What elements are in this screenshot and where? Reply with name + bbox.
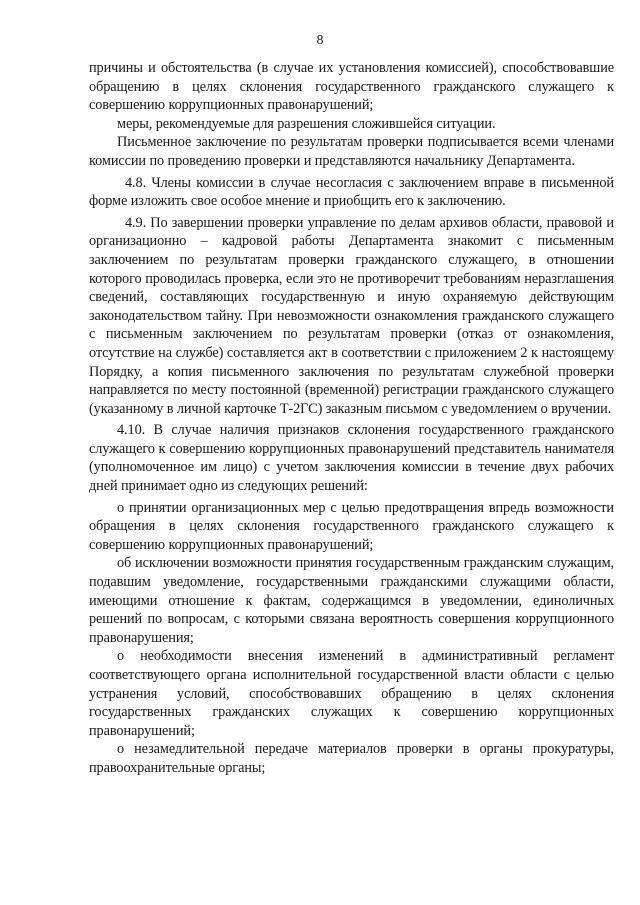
paragraph-4-8: 4.8. Члены комиссии в случае несогласия с заключением вправе в письменной форме изложить свое особое мнение и приобщить его к заключению. [89, 174, 614, 210]
list-item-transfer-to-prosecution: о незамедлительной передаче материалов проверки в органы прокуратуры, правоохранительные органы; [89, 741, 614, 776]
paragraph-4-9: 4.9. По завершении проверки управление по делам архивов области, правовой и организационно – кадровой работы Департамента знакомит с письменным заключением по результатам проверки гражданского служащего, в отношении которого проводилась проверка, если это не противоречит требованиям неразглашения сведений, составляющих государственную и иную охраняемую действующим законодательством тайну. При невозможности ознакомления гражданского служащего с письменным заключением по результатам проверки (отказ от ознакомления, отсутствие на службе) составляется акт в соответствии с приложением 2 к настоящему Порядку, а копия письменного заключения по результатам служебной проверки направляется по месту постоянной (временной) регистрации гражданского служащего (указанному в личной карточке Т-2ГС) заказным письмом с уведомлением о вручении. [89, 214, 614, 417]
paragraph-4-10: 4.10. В случае наличия признаков склонения государственного гражданского служащего к совершению коррупционных правонарушений представитель нанимателя (уполномоченное им лицо) с учетом заключения комиссии в течение двух рабочих дней принимает одно из следующих решений: [89, 422, 614, 495]
list-item-regulation-changes: о необходимости внесения изменений в административный регламент соответствующего органа исполнительной государственной власти области с целью устранения условий, способствовавших обращению в целях склонения государственных гражданских служащих к совершению коррупционных правонарушений; [89, 648, 614, 739]
list-item-exclusion-of-decisions: об исключении возможности принятия государственным гражданским служащим, подавшим уведомление, государственными гражданскими служащими области, имеющими отношение к фактам, содержащимся в уведомлении, единоличных решений по вопросам, с которыми связана вероятность совершения коррупционного правонарушения; [89, 555, 614, 646]
paragraph-measures: меры, рекомендуемые для разрешения сложившейся ситуации. [117, 115, 496, 132]
document-body [89, 59, 614, 778]
paragraph-written-conclusion: Письменное заключение по результатам проверки подписывается всеми членами комиссии по проведению проверки и представляются начальнику Департамента. [89, 134, 614, 169]
page-number: 8 [316, 33, 324, 48]
paragraph-reasons: причины и обстоятельства (в случае их установления комиссией), способствовавшие обращению в целях склонения государственного гражданского служащего к совершению коррупционных правонарушений; [89, 60, 614, 114]
list-item-organizational-measures: о принятии организационных мер с целью предотвращения впредь возможности обращения в целях склонения государственного гражданского служащего к совершению коррупционных правонарушений; [89, 499, 614, 553]
